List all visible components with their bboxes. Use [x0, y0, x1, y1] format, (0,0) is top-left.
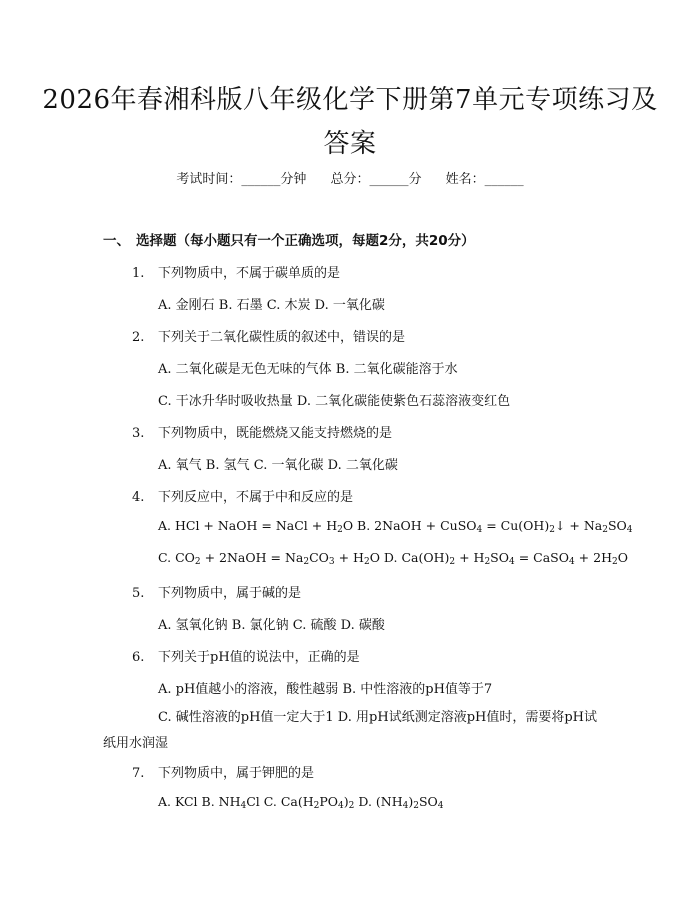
question-1: 1. 下列物质中，不属于碳单质的是 [132, 266, 341, 281]
question-4-options-2: C. $CO_2$ + 2NaOH = $Na_2CO_3 + H_2O$ D. $Ca(OH)_2 + H_2SO_4$ = CaSO$_4$ + $2H_2O$ [158, 550, 628, 567]
section-label: 选择题（每小题只有一个正确选项，每题2分，共20分） [136, 233, 475, 249]
section-number: 一、 [103, 233, 130, 249]
question-2-options-2: C. 干冰升华时吸收热量 D. 二氧化碳能使紫色石蕊溶液变红色 [158, 394, 511, 409]
question-6-options-1: A. pH值越小的溶液，酸性越弱 B. 中性溶液的pH值等于7 [158, 682, 493, 697]
page-title: 2026年春湘科版八年级化学下册第7单元专项练习及答案 [42, 85, 658, 159]
question-2: 2. 下列关于二氧化碳性质的叙述中，错误的是 [132, 330, 406, 345]
exam-score: 总分：______分 [330, 172, 422, 187]
question-7-options: A. KCl B. $NH_4Cl$ C. $Ca(H_2PO_4)_2$ D. $(NH_4)_2SO_4$ [158, 794, 444, 811]
question-4-options-1: A. HCl + NaOH = NaCl + $H_2O$ B. 2NaOH + CuSO$_4$ = $Cu(OH)_2↓ + Na_2SO_4$ [158, 518, 633, 535]
question-2-options-1: A. 二氧化碳是无色无味的气体 B. 二氧化碳能溶于水 [158, 362, 458, 377]
exam-time: 考试时间：______分钟 [176, 172, 307, 187]
question-3: 3. 下列物质中，既能燃烧又能支持燃烧的是 [132, 426, 393, 441]
question-3-options: A. 氧气 B. 氢气 C. 一氧化碳 D. 二氧化碳 [158, 458, 398, 473]
question-5-options: A. 氢氧化钠 B. 氯化钠 C. 硫酸 D. 碳酸 [158, 618, 385, 633]
exam-meta [0, 168, 700, 187]
student-name: 姓名：______ [445, 172, 524, 187]
section-heading [103, 229, 475, 249]
question-7: 7. 下列物质中，属于钾肥的是 [132, 766, 315, 781]
question-5: 5. 下列物质中，属于碱的是 [132, 586, 302, 601]
question-1-options: A. 金刚石 B. 石墨 C. 木炭 D. 一氧化碳 [158, 298, 385, 313]
question-4: 4. 下列反应中，不属于中和反应的是 [132, 490, 354, 505]
question-6-options-2: C. 碱性溶液的pH值一定大于1 D. 用pH试纸测定溶液pH值时，需要将pH试纸用水润湿 [103, 710, 598, 751]
question-6: 6. 下列关于pH值的说法中，正确的是 [132, 650, 360, 665]
